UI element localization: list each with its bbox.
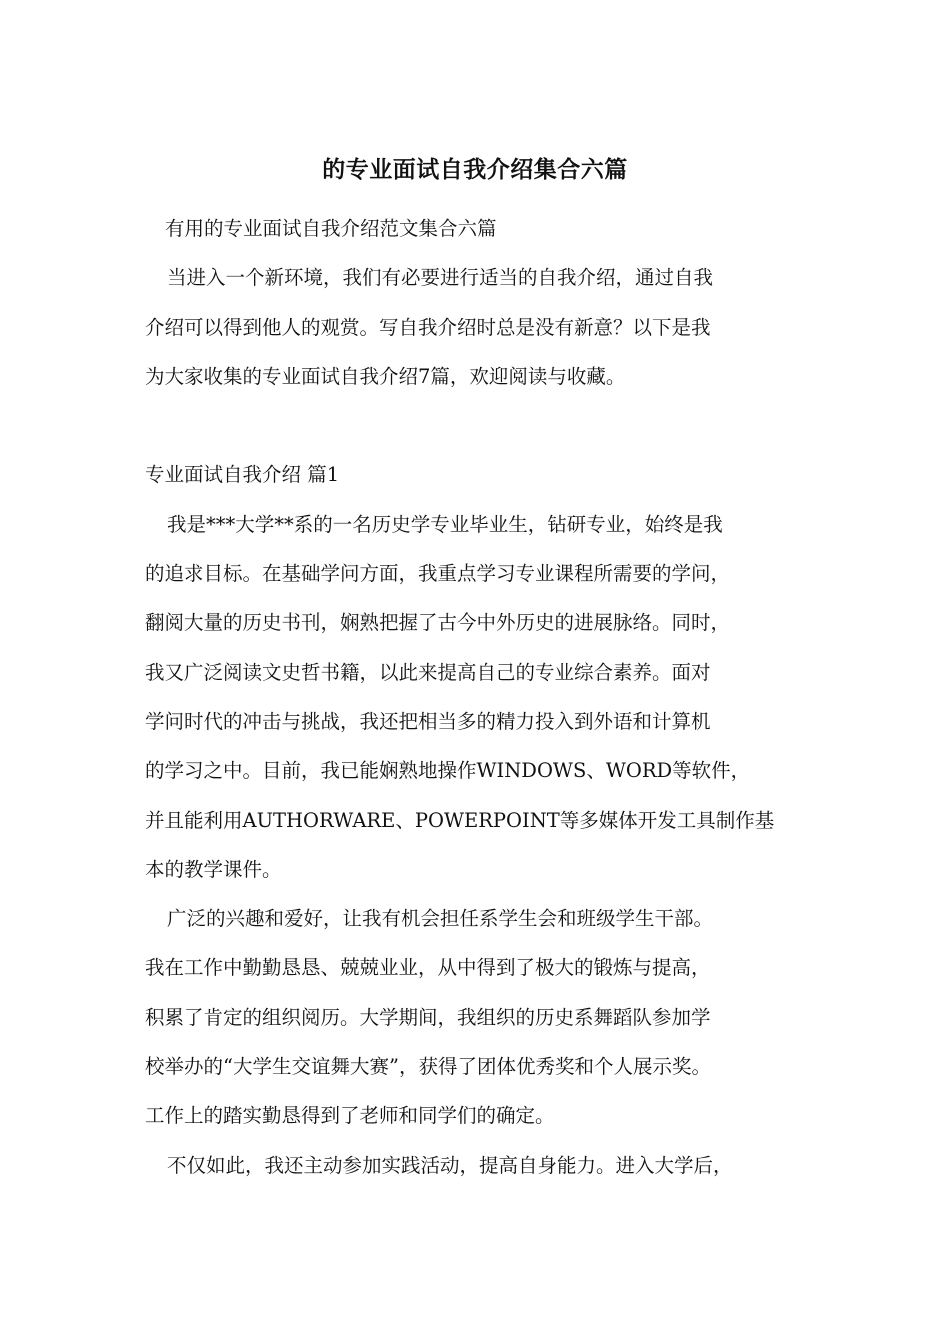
paragraph-line: 工作上的踏实勤恳得到了老师和同学们的确定。 <box>145 1104 555 1128</box>
paragraph-line: 我是***大学**系的一名历史学专业毕业生，钻研专业，始终是我 <box>167 512 723 536</box>
paragraph-line: 的学习之中。目前，我已能娴熟地操作WINDOWS、WORD等软件， <box>145 759 751 783</box>
document-subtitle: 有用的专业面试自我介绍范文集合六篇 <box>165 217 497 240</box>
document-title: 的专业面试自我介绍集合六篇 <box>322 156 628 183</box>
intro-line: 介绍可以得到他人的观赏。写自我介绍时总是没有新意？以下是我 <box>145 315 711 339</box>
intro-line: 为大家收集的专业面试自我介绍7篇，欢迎阅读与收藏。 <box>145 364 626 388</box>
paragraph-line: 广泛的兴趣和爱好，让我有机会担任系学生会和班级学生干部。 <box>167 907 714 931</box>
paragraph-line: 我又广泛阅读文史哲书籍，以此来提高自己的专业综合素养。面对 <box>145 660 711 684</box>
paragraph-2 <box>145 894 825 1140</box>
blank-line <box>145 401 825 450</box>
paragraph-line: 本的教学课件。 <box>145 857 282 881</box>
paragraph-line: 并且能利用AUTHORWARE、POWERPOINT等多媒体开发工具制作基 <box>145 808 775 832</box>
paragraph-line: 不仅如此，我还主动参加实践活动，提高自身能力。进入大学后， <box>167 1153 733 1177</box>
paragraph-line: 积累了肯定的组织阅历。大学期间，我组织的历史系舞蹈队参加学 <box>145 1005 711 1029</box>
section-heading: 专业面试自我介绍 篇1 <box>145 463 340 487</box>
document-body <box>145 204 825 1190</box>
paragraph-line: 翻阅大量的历史书刊，娴熟把握了古今中外历史的进展脉络。同时， <box>145 611 731 635</box>
paragraph-line: 校举办的“大学生交谊舞大赛”，获得了团体优秀奖和个人展示奖。 <box>145 1055 711 1079</box>
paragraph-3 <box>145 1141 825 1190</box>
paragraph-line: 我在工作中勤勤恳恳、兢兢业业，从中得到了极大的锻炼与提高， <box>145 956 711 980</box>
paragraph-line: 学问时代的冲击与挑战，我还把相当多的精力投入到外语和计算机 <box>145 709 711 733</box>
intro-paragraph <box>145 253 825 401</box>
paragraph-1 <box>145 500 825 894</box>
intro-line: 当进入一个新环境，我们有必要进行适当的自我介绍，通过自我 <box>167 266 714 290</box>
paragraph-line: 的追求目标。在基础学问方面，我重点学习专业课程所需要的学问， <box>145 562 731 586</box>
